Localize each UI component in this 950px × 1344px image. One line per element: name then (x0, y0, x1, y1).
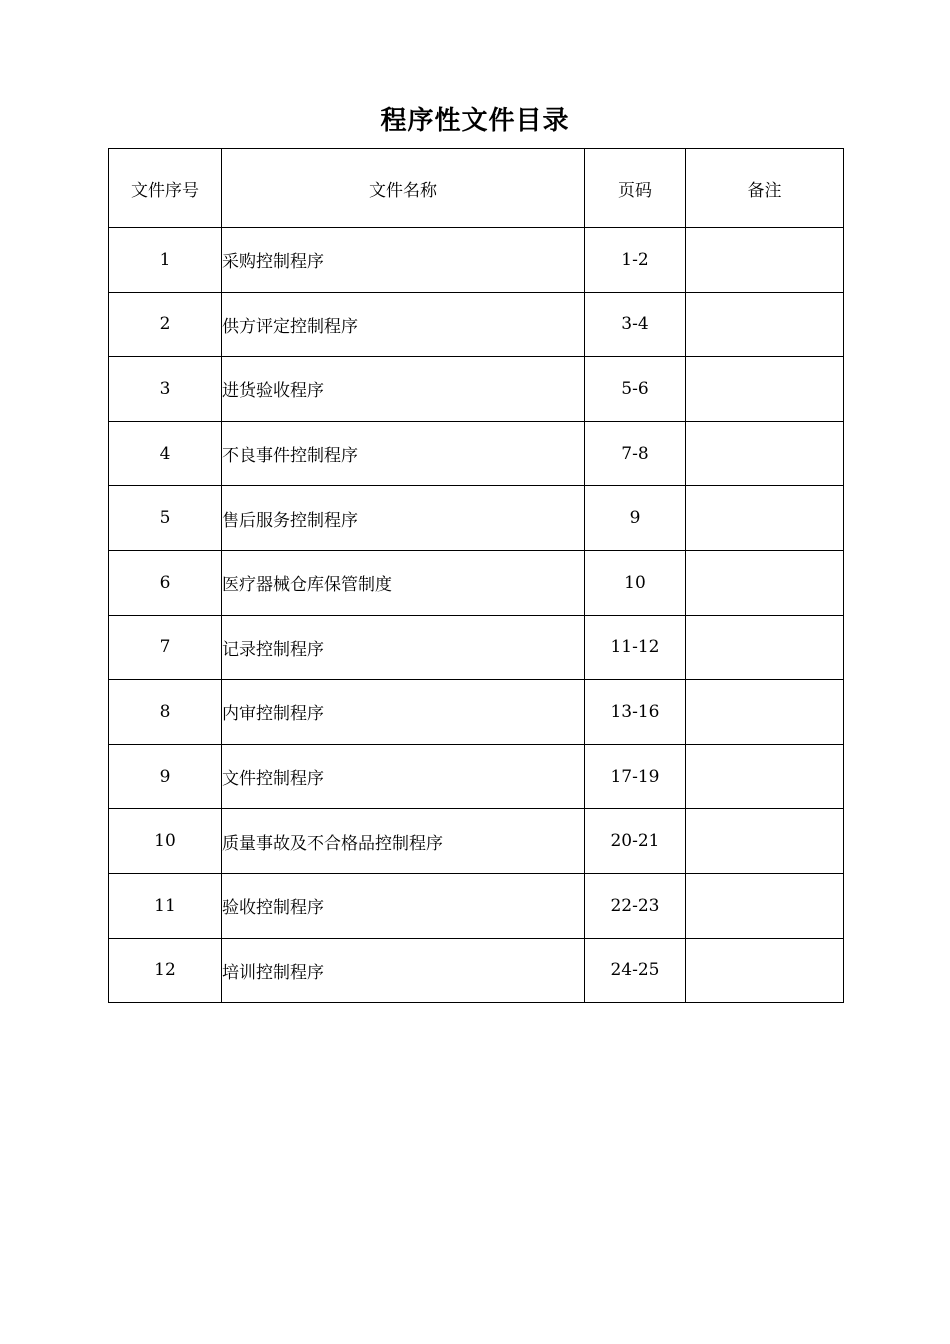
cell-file-number: 2 (109, 292, 222, 357)
header-file-name: 文件名称 (222, 149, 585, 228)
cell-file-name: 不良事件控制程序 (222, 421, 585, 486)
cell-file-number: 9 (109, 744, 222, 809)
cell-remarks (686, 938, 844, 1003)
cell-page-number: 5-6 (585, 357, 686, 422)
cell-page-number: 11-12 (585, 615, 686, 680)
table-row (109, 873, 844, 938)
cell-page-number: 10 (585, 550, 686, 615)
cell-page-number: 17-19 (585, 744, 686, 809)
cell-file-number: 12 (109, 938, 222, 1003)
document-index-table (108, 148, 844, 1003)
cell-remarks (686, 486, 844, 551)
cell-page-number: 1-2 (585, 228, 686, 293)
cell-file-number: 10 (109, 809, 222, 874)
cell-page-number: 7-8 (585, 421, 686, 486)
cell-remarks (686, 421, 844, 486)
cell-file-name: 采购控制程序 (222, 228, 585, 293)
cell-file-name: 质量事故及不合格品控制程序 (222, 809, 585, 874)
cell-file-number: 5 (109, 486, 222, 551)
cell-file-name: 文件控制程序 (222, 744, 585, 809)
cell-file-name: 供方评定控制程序 (222, 292, 585, 357)
cell-page-number: 24-25 (585, 938, 686, 1003)
cell-remarks (686, 615, 844, 680)
cell-file-name: 验收控制程序 (222, 873, 585, 938)
table-row (109, 938, 844, 1003)
cell-page-number: 22-23 (585, 873, 686, 938)
table-row (109, 809, 844, 874)
cell-remarks (686, 228, 844, 293)
table-row (109, 292, 844, 357)
cell-page-number: 13-16 (585, 680, 686, 745)
cell-file-number: 8 (109, 680, 222, 745)
table-header-row (109, 149, 844, 228)
cell-remarks (686, 873, 844, 938)
cell-page-number: 9 (585, 486, 686, 551)
cell-file-number: 4 (109, 421, 222, 486)
table-row (109, 550, 844, 615)
cell-file-number: 6 (109, 550, 222, 615)
table-row (109, 228, 844, 293)
cell-file-name: 售后服务控制程序 (222, 486, 585, 551)
header-file-number: 文件序号 (109, 149, 222, 228)
table-row (109, 744, 844, 809)
cell-file-number: 7 (109, 615, 222, 680)
cell-file-number: 1 (109, 228, 222, 293)
table-row (109, 486, 844, 551)
table-row (109, 357, 844, 422)
cell-file-name: 内审控制程序 (222, 680, 585, 745)
cell-file-name: 培训控制程序 (222, 938, 585, 1003)
cell-file-name: 医疗器械仓库保管制度 (222, 550, 585, 615)
table-row (109, 680, 844, 745)
cell-file-number: 3 (109, 357, 222, 422)
cell-remarks (686, 809, 844, 874)
cell-remarks (686, 357, 844, 422)
table-row (109, 615, 844, 680)
header-page-number: 页码 (585, 149, 686, 228)
page-title: 程序性文件目录 (380, 106, 570, 136)
cell-page-number: 20-21 (585, 809, 686, 874)
cell-file-name: 进货验收程序 (222, 357, 585, 422)
cell-file-name: 记录控制程序 (222, 615, 585, 680)
cell-file-number: 11 (109, 873, 222, 938)
cell-page-number: 3-4 (585, 292, 686, 357)
cell-remarks (686, 744, 844, 809)
cell-remarks (686, 680, 844, 745)
cell-remarks (686, 292, 844, 357)
header-remarks: 备注 (686, 149, 844, 228)
cell-remarks (686, 550, 844, 615)
table-row (109, 421, 844, 486)
